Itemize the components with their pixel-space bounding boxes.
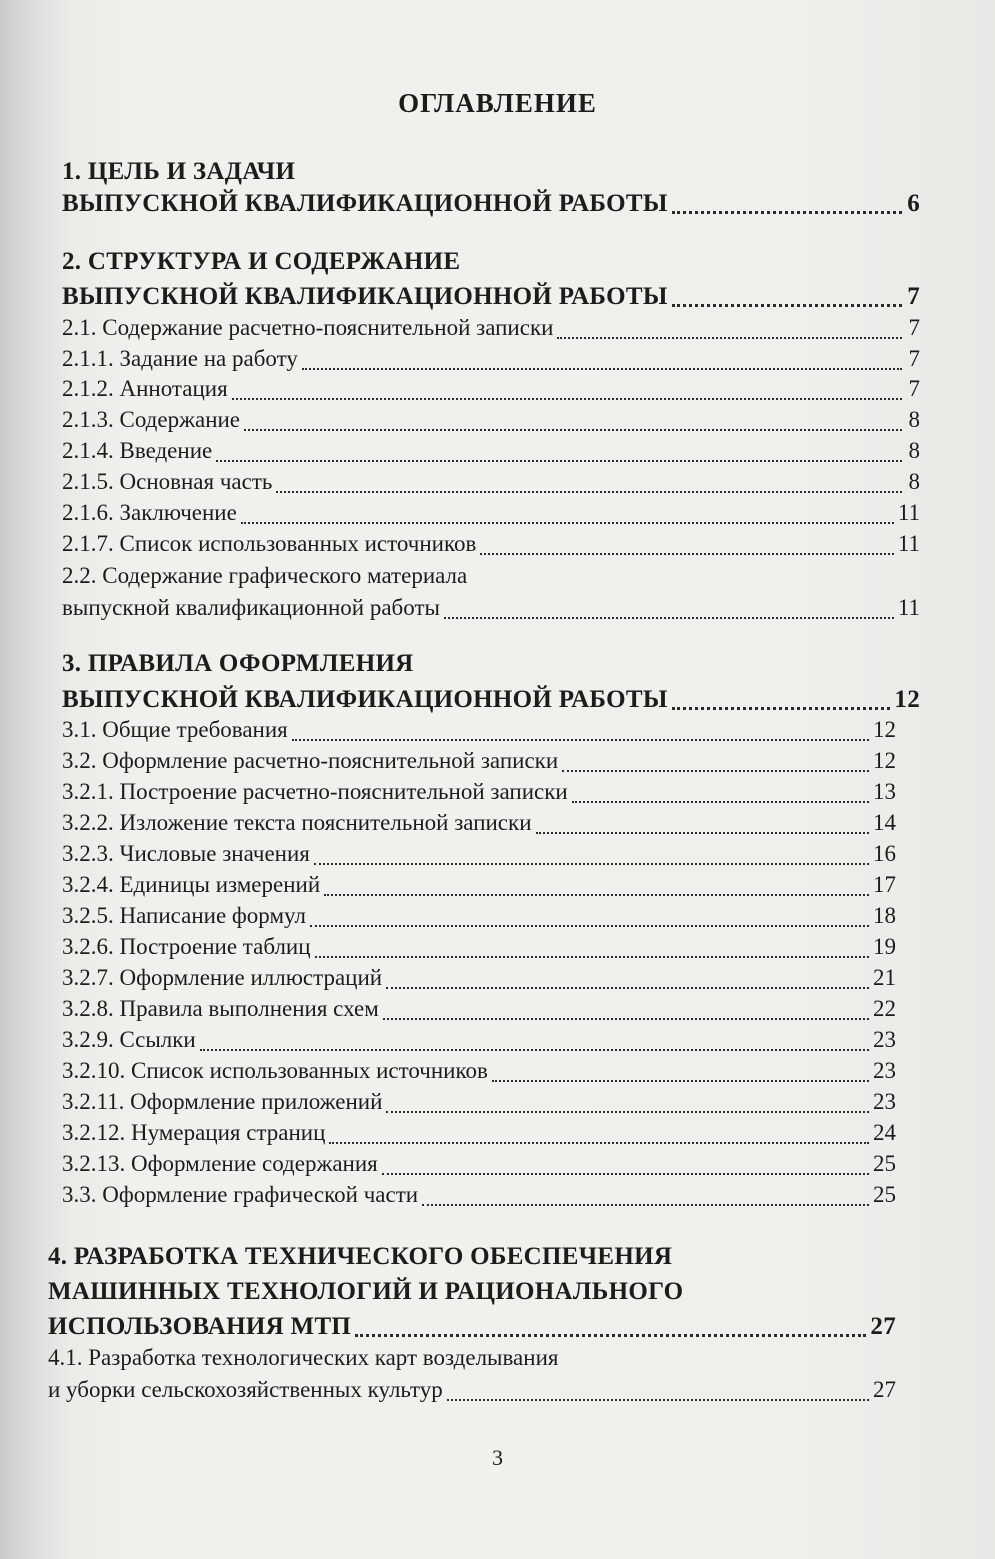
toc-entry	[62, 315, 920, 347]
toc-leader-dots	[447, 1399, 869, 1401]
toc-leader-dots	[216, 460, 902, 462]
toc-entry	[62, 717, 896, 749]
toc-entry	[62, 1089, 896, 1121]
toc-entry-page: 25	[873, 1151, 896, 1176]
toc-entry-page: 11	[897, 595, 920, 620]
toc-entry	[62, 283, 920, 315]
toc-entry-title: 3.2.5. Написание формул	[62, 903, 306, 928]
toc-entry-title: 2.2. Содержание графического материала	[62, 563, 468, 588]
toc-entry-page: 11	[897, 500, 920, 525]
toc-entry-page: 6	[907, 190, 920, 217]
toc-leader-dots	[200, 1049, 869, 1051]
toc-entry	[62, 158, 920, 190]
toc-entry-page: 8	[908, 469, 920, 494]
toc-leader-dots	[241, 522, 894, 524]
toc-entry	[48, 1278, 896, 1310]
toc-entry-page: 7	[908, 376, 920, 401]
toc-entry-title: 3.3. Оформление графической части	[62, 1182, 419, 1207]
toc-entry-title: и уборки сельскохозяйственных культур	[48, 1377, 443, 1402]
toc-entry-page: 7	[908, 346, 920, 371]
toc-entry-title: 3.2.13. Оформление содержания	[62, 1151, 378, 1176]
toc-entry	[62, 500, 920, 532]
toc-entry-page: 21	[873, 965, 896, 990]
toc-leader-dots	[324, 894, 869, 896]
toc-entry-title: 3.2. Оформление расчетно-пояснительной записки	[62, 748, 559, 773]
toc-leader-dots	[244, 429, 902, 431]
toc-entry	[62, 748, 896, 780]
toc-leader-dots	[292, 739, 869, 741]
toc-entry	[48, 1377, 896, 1409]
toc-entry-page: 22	[873, 996, 896, 1021]
toc-entry	[62, 469, 920, 501]
toc-entry-page: 25	[873, 1182, 896, 1207]
toc-entry-page: 8	[908, 438, 920, 463]
toc-entry-title: 3. ПРАВИЛА ОФОРМЛЕНИЯ	[62, 650, 414, 677]
toc-entry	[62, 1120, 896, 1152]
toc-entry-title: 2.1.7. Список использованных источников	[62, 531, 477, 556]
toc-entry-title: выпускной квалификационной работы	[62, 595, 440, 620]
toc-entry	[62, 595, 920, 627]
toc-entry-title: 4.1. Разработка технологических карт возделывания	[48, 1345, 559, 1370]
toc-entry-page: 13	[873, 779, 896, 804]
toc-entry-page: 11	[897, 531, 920, 556]
toc-leader-dots	[314, 863, 869, 865]
toc-entry-page: 24	[873, 1120, 896, 1145]
toc-leader-dots	[355, 1334, 866, 1337]
toc-entry-page: 19	[873, 934, 896, 959]
toc-leader-dots	[672, 211, 902, 214]
toc-leader-dots	[386, 1111, 869, 1113]
toc-entry	[62, 563, 920, 595]
toc-entry-title: 3.2.4. Единицы измерений	[62, 872, 321, 897]
toc-entry-title: ВЫПУСКНОЙ КВАЛИФИКАЦИОННОЙ РАБОТЫ	[62, 283, 668, 310]
toc-entry	[48, 1243, 896, 1275]
toc-entry	[62, 650, 920, 682]
toc-entry	[62, 996, 896, 1028]
toc-entry-title: 2.1.5. Основная часть	[62, 469, 273, 494]
toc-entry-title: 2. СТРУКТУРА И СОДЕРЖАНИЕ	[62, 248, 461, 275]
toc-entry-title: 3.2.9. Ссылки	[62, 1027, 196, 1052]
toc-leader-dots	[672, 707, 891, 710]
toc-title: ОГЛАВЛЕНИЕ	[398, 88, 597, 118]
toc-entry	[62, 1027, 896, 1059]
toc-entry	[62, 248, 920, 280]
toc-entry-page: 16	[873, 841, 896, 866]
toc-entry	[62, 407, 920, 439]
toc-entry-page: 23	[873, 1058, 896, 1083]
toc-leader-dots	[572, 801, 869, 803]
toc-entry-title: 2.1.3. Содержание	[62, 407, 241, 432]
toc-entry-page: 7	[907, 283, 920, 310]
toc-entry-title: 3.2.12. Нумерация страниц	[62, 1120, 326, 1145]
toc-entry-title: 1. ЦЕЛЬ И ЗАДАЧИ	[62, 158, 296, 185]
toc-entry-title: 3.2.10. Список использованных источников	[62, 1058, 488, 1083]
toc-entry-page: 12	[894, 686, 920, 713]
toc-entry	[62, 872, 896, 904]
toc-entry-page: 17	[873, 872, 896, 897]
toc-entry-page: 12	[873, 717, 896, 742]
toc-entry-title: 3.2.11. Оформление приложений	[62, 1089, 383, 1114]
toc-entry-title: 3.2.8. Правила выполнения схем	[62, 996, 379, 1021]
toc-entry-title: 3.2.3. Числовые значения	[62, 841, 310, 866]
toc-entry	[62, 376, 920, 408]
toc-leader-dots	[276, 491, 902, 493]
toc-leader-dots	[383, 1018, 869, 1020]
toc-entry	[62, 686, 920, 718]
toc-entry-title: 3.2.1. Построение расчетно-пояснительной записки	[62, 779, 568, 804]
toc-entry	[62, 965, 896, 997]
toc-entry	[48, 1345, 896, 1377]
toc-entry	[62, 346, 920, 378]
toc-entry	[62, 531, 920, 563]
toc-entry-title: 3.2.7. Оформление иллюстраций	[62, 965, 383, 990]
toc-entry-title: МАШИННЫХ ТЕХНОЛОГИЙ И РАЦИОНАЛЬНОГО	[48, 1278, 684, 1305]
toc-entry-page: 12	[873, 748, 896, 773]
toc-leader-dots	[562, 770, 869, 772]
toc-entry	[62, 779, 896, 811]
toc-entry-page: 27	[873, 1377, 896, 1402]
toc-leader-dots	[444, 617, 894, 619]
toc-leader-dots	[557, 337, 902, 339]
toc-entry-title: 3.1. Общие требования	[62, 717, 288, 742]
toc-entry-title: 2.1. Содержание расчетно-пояснительной записки	[62, 315, 554, 340]
toc-leader-dots	[386, 987, 869, 989]
toc-entry-page: 18	[873, 903, 896, 928]
toc-entry-title: 2.1.1. Задание на работу	[62, 346, 298, 371]
toc-entry	[62, 934, 896, 966]
toc-leader-dots	[536, 832, 869, 834]
toc-entry	[62, 1058, 896, 1090]
toc-entry-title: 2.1.2. Аннотация	[62, 376, 228, 401]
toc-entry	[48, 1313, 896, 1345]
toc-leader-dots	[492, 1080, 869, 1082]
toc-entry	[62, 903, 896, 935]
toc-entry	[62, 438, 920, 470]
toc-entry-page: 27	[870, 1313, 896, 1340]
toc-leader-dots	[672, 304, 902, 307]
toc-entry	[62, 190, 920, 222]
toc-entry-title: 3.2.2. Изложение текста пояснительной записки	[62, 810, 532, 835]
toc-leader-dots	[329, 1142, 869, 1144]
toc-entry-page: 7	[908, 315, 920, 340]
toc-entry-page: 8	[908, 407, 920, 432]
toc-entry-title: ИСПОЛЬЗОВАНИЯ МТП	[48, 1313, 352, 1340]
toc-entry-page: 23	[873, 1027, 896, 1052]
toc-leader-dots	[310, 925, 869, 927]
toc-entry-title: 2.1.4. Введение	[62, 438, 213, 463]
toc-leader-dots	[422, 1204, 869, 1206]
toc-leader-dots	[382, 1173, 869, 1175]
toc-leader-dots	[302, 368, 902, 370]
toc-entry-title: ВЫПУСКНОЙ КВАЛИФИКАЦИОННОЙ РАБОТЫ	[62, 686, 668, 713]
toc-entry-title: 3.2.6. Построение таблиц	[62, 934, 311, 959]
toc-entry-page: 23	[873, 1089, 896, 1114]
toc-leader-dots	[480, 553, 894, 555]
toc-entry-title: 4. РАЗРАБОТКА ТЕХНИЧЕСКОГО ОБЕСПЕЧЕНИЯ	[48, 1243, 673, 1270]
toc-entry	[62, 841, 896, 873]
toc-entry-title: ВЫПУСКНОЙ КВАЛИФИКАЦИОННОЙ РАБОТЫ	[62, 190, 668, 217]
toc-entry	[62, 810, 896, 842]
toc-entry	[62, 1151, 896, 1183]
toc-entry	[62, 1182, 896, 1214]
toc-entry-title: 2.1.6. Заключение	[62, 500, 237, 525]
toc-leader-dots	[232, 398, 902, 400]
page-number: 3	[492, 1445, 503, 1470]
toc-leader-dots	[315, 956, 869, 958]
toc-entry-page: 14	[873, 810, 896, 835]
